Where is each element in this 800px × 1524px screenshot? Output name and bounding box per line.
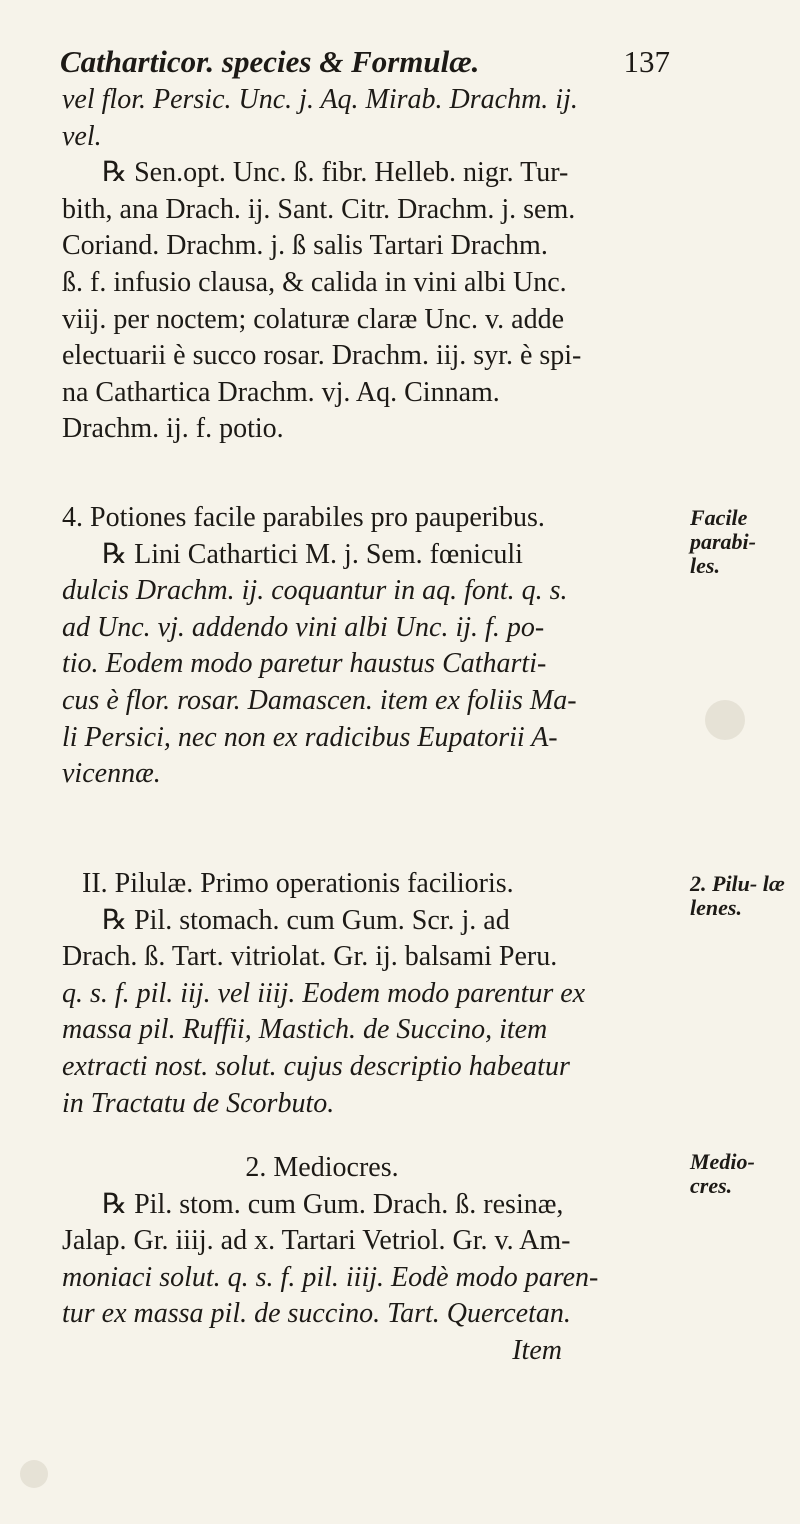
text-line: tio. Eodem modo paretur haustus Catharti- xyxy=(62,648,547,680)
recipe-block-4 xyxy=(62,500,622,793)
recipe-block-mediocres xyxy=(62,1150,622,1370)
text-line: ℞ Pil. stomach. cum Gum. Scr. j. ad xyxy=(102,904,510,936)
text-line: ad Unc. vj. addendo vini albi Unc. ij. f. po- xyxy=(62,611,545,643)
page-number: 137 xyxy=(623,44,670,79)
text-line: ℞ Pil. stom. cum Gum. Drach. ß. resinæ, xyxy=(102,1188,564,1220)
text-line: li Persici, nec non ex radicibus Eupatorii A- xyxy=(62,721,558,753)
text-line: cus è flor. rosar. Damascen. item ex foliis Ma- xyxy=(62,684,577,716)
text-line: vel flor. Persic. Unc. j. Aq. Mirab. Drachm. ij. xyxy=(62,84,578,115)
paper-stain xyxy=(705,700,745,740)
text-line: bith, ana Drach. ij. Sant. Citr. Drachm. j. sem. xyxy=(62,193,576,225)
running-head-title: Catharticor. species & Formulæ. xyxy=(60,44,480,79)
text-line: dulcis Drachm. ij. coquantur in aq. font. q. s. xyxy=(62,575,568,607)
text-line: Jalap. Gr. iiij. ad x. Tartari Vetriol. Gr. v. Am- xyxy=(62,1225,571,1257)
text-line: vel. xyxy=(62,120,102,152)
text-line: viij. per noctem; colaturæ claræ Unc. v. adde xyxy=(62,303,565,335)
text-line: ℞ Sen.opt. Unc. ß. fibr. Helleb. nigr. Tur- xyxy=(102,157,569,189)
text-line: in Tractatu de Scorbuto. xyxy=(62,1087,335,1119)
text-line: electuarii è succo rosar. Drachm. iij. syr. è spi- xyxy=(62,340,582,372)
text-line: ß. f. infusio clausa, & calida in vini albi Unc. xyxy=(62,266,567,298)
recipe-block-pilulae xyxy=(62,866,622,1122)
margin-note-facile: Facile parabi- les. xyxy=(690,505,756,578)
text-line: Coriand. Drachm. j. ß salis Tartari Drachm. xyxy=(62,230,548,262)
text-line: na Cathartica Drachm. vj. Aq. Cinnam. xyxy=(62,376,500,408)
text-line: extracti nost. solut. cujus descriptio habeatur xyxy=(62,1050,570,1082)
recipe-block-1 xyxy=(62,82,622,448)
text-line: Drach. ß. Tart. vitriolat. Gr. ij. balsami Peru. xyxy=(62,941,558,973)
margin-note-mediocres: Medio- cres. xyxy=(690,1149,755,1198)
paper-stain xyxy=(20,1460,48,1488)
text-line: Drachm. ij. f. potio. xyxy=(62,413,284,445)
text-line: moniaci solut. q. s. f. pil. iiij. Eodè modo paren- xyxy=(62,1261,599,1293)
section-heading: II. Pilulæ. Primo operationis facilioris. xyxy=(82,868,514,899)
catchword: Item xyxy=(512,1334,562,1366)
text-line: tur ex massa pil. de succino. Tart. Quercetan. xyxy=(62,1298,571,1330)
text-line: q. s. f. pil. iij. vel iiij. Eodem modo parentur ex xyxy=(62,977,586,1009)
text-line: vicennæ. xyxy=(62,758,161,790)
margin-note-pilulae: 2. Pilu- læ lenes. xyxy=(690,871,785,920)
text-line: massa pil. Ruffii, Mastich. de Succino, item xyxy=(62,1014,548,1046)
text-line: ℞ Lini Cathartici M. j. Sem. fœniculi xyxy=(102,538,523,570)
section-heading: 4. Potiones facile parabiles pro pauperibus. xyxy=(62,502,545,533)
section-heading: 2. Mediocres. xyxy=(245,1152,399,1183)
